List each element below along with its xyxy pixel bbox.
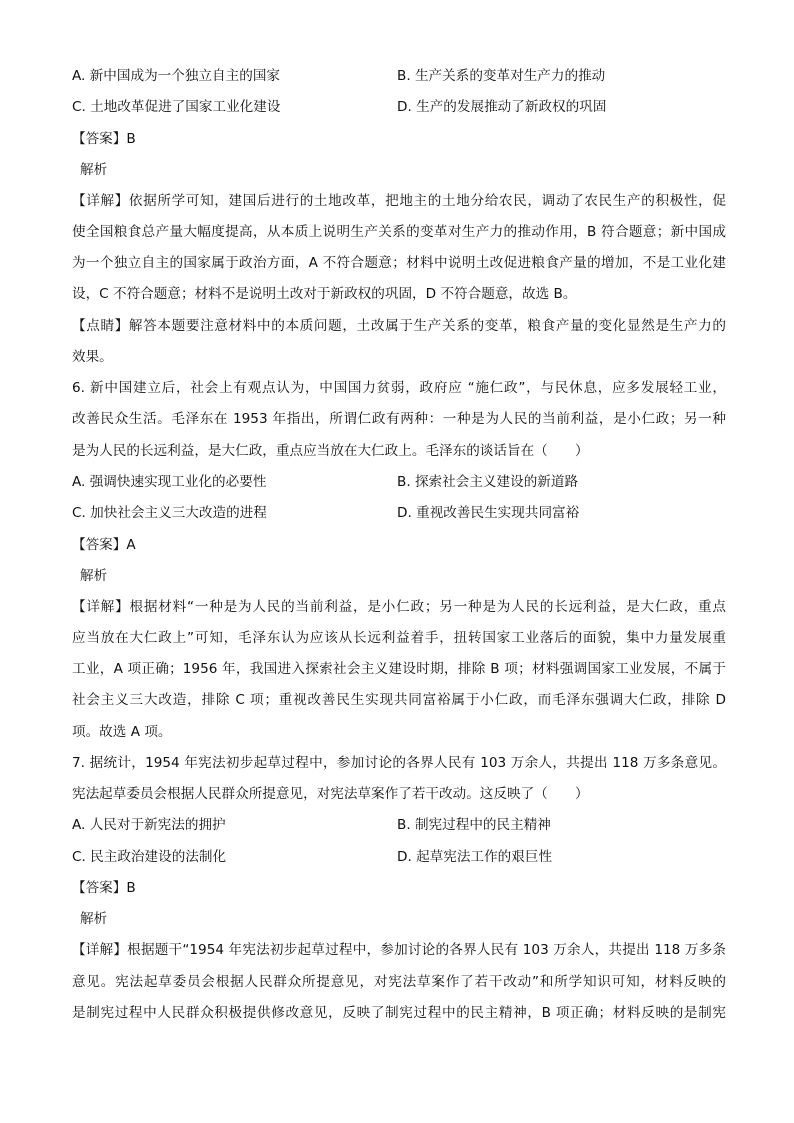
q6-detail-line: 项。故选 A 项。 [72, 724, 172, 740]
q7-option-d: D. 起草宪法工作的艰巨性 [397, 849, 553, 865]
q5-answer: 【答案】B [72, 131, 136, 147]
q7-detail-line: 意见。宪法起草委员会根据人民群众所提意见，对宪法草案作了若干改动”和所学知识可知，材料反映的 [72, 974, 726, 990]
q6-option-b: B. 探索社会主义建设的新道路 [397, 474, 579, 490]
q5-analysis-heading: 解析 [80, 162, 108, 178]
q7-option-b: B. 制宪过程中的民主精神 [397, 817, 551, 833]
q6-detail-line: 工业，A 项正确；1956 年，我国进入探索社会主义建设时期，排除 B 项；材料强调国家工业发展，不属于 [72, 661, 726, 677]
q7-option-a: A. 人民对于新宪法的拥护 [72, 817, 226, 833]
q7-analysis-heading: 解析 [80, 911, 108, 927]
q6-detail-line: 社会主义三大改造，排除 C 项；重视改善民生实现共同富裕属于小仁政，而毛泽东强调大仁政，排除 D [72, 692, 726, 708]
q5-option-c: C. 土地改革促进了国家工业化建设 [72, 99, 281, 115]
q6-stem-line: 6. 新中国建立后，社会上有观点认为，中国国力贫弱，政府应 “施仁政”，与民休息，应多发展轻工业， [72, 380, 726, 396]
q6-answer: 【答案】A [72, 537, 136, 553]
q6-analysis-heading: 解析 [80, 568, 108, 584]
q5-tip-line: 【点睛】解答本题要注意材料中的本质问题，土改属于生产关系的变革，粮食产量的变化显然是生产力的 [72, 318, 726, 334]
q6-detail-line: 【详解】根据材料“一种是为人民的当前利益，是小仁政；另一种是为人民的长远利益，是大仁政，重点 [72, 599, 726, 615]
q5-detail-line: 【详解】依据所学可知，建国后进行的土地改革，把地主的土地分给农民，调动了农民生产的积极性，促 [72, 193, 726, 209]
q5-option-d: D. 生产的发展推动了新政权的巩固 [397, 99, 607, 115]
q7-answer: 【答案】B [72, 880, 136, 896]
q7-stem-line: 宪法起草委员会根据人民群众所提意见，对宪法草案作了若干改动。这反映了（ ） [72, 786, 589, 802]
q6-option-d: D. 重视改善民生实现共同富裕 [397, 505, 580, 521]
q6-option-c: C. 加快社会主义三大改造的进程 [72, 505, 267, 521]
q5-detail-line: 使全国粮食总产量大幅度提高，从本质上说明生产关系的变革对生产力的推动作用，B 符合题意；新中国成 [72, 224, 726, 240]
q6-stem-line: 是为人民的长远利益，是大仁政，重点应当放在大仁政上。毛泽东的谈话旨在（ ） [72, 443, 589, 459]
q7-stem-line: 7. 据统计，1954 年宪法初步起草过程中，参加讨论的各界人民有 103 万余人，共提出 118 万多条意见。 [72, 755, 726, 771]
q5-option-a: A. 新中国成为一个独立自主的国家 [72, 68, 281, 84]
q7-option-c: C. 民主政治建设的法制化 [72, 849, 227, 865]
q6-option-a: A. 强调快速实现工业化的必要性 [72, 474, 267, 490]
q6-detail-line: 应当放在大仁政上”可知，毛泽东认为应该从长远利益着手，扭转国家工业落后的面貌，集中力量发展重 [72, 630, 726, 646]
q5-option-b: B. 生产关系的变革对生产力的推动 [397, 68, 606, 84]
q5-tip-line: 效果。 [72, 349, 113, 365]
q7-detail-line: 是制宪过程中人民群众积极提供修改意见，反映了制宪过程中的民主精神，B 项正确；材料反映的是制宪 [72, 1005, 726, 1021]
q6-stem-line: 改善民众生活。毛泽东在 1953 年指出，所谓仁政有两种：一种是为人民的当前利益，是小仁政；另一种 [72, 411, 726, 427]
q7-detail-line: 【详解】根据题干“1954 年宪法初步起草过程中，参加讨论的各界人民有 103 万余人，共提出 118 万多条 [72, 942, 726, 958]
q5-detail-line: 为一个独立自主的国家属于政治方面，A 不符合题意；材料中说明土改促进粮食产量的增加，不是工业化建 [72, 255, 726, 271]
q5-detail-line: 设，C 不符合题意；材料不是说明土改对于新政权的巩固，D 不符合题意，故选 B。 [72, 286, 577, 302]
